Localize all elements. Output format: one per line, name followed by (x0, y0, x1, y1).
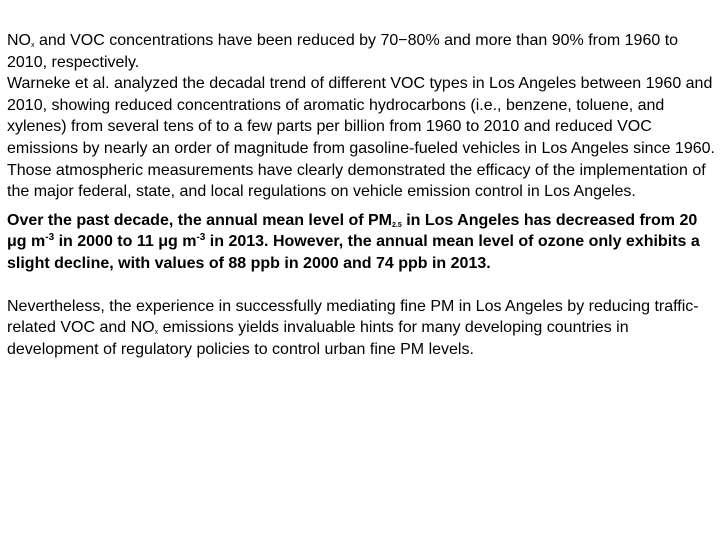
paragraph-text-part2: emissions yields invaluable hints for many developing countries in development of regulatory policies to control urban fine PM levels. (7, 319, 629, 358)
paragraph-text: Those atmospheric measurements have clearly demonstrated the efficacy of the implementation of the major federal, state, and local regulations on vehicle emission control in Los Angeles. (7, 161, 706, 201)
unit-superscript: -3 (196, 232, 206, 244)
unit-superscript: -3 (45, 232, 55, 244)
paragraph-text: and VOC concentrations have been reduced by 70−80% and more than 90% from 1960 to 2010, respectively. (7, 32, 679, 71)
paragraph-nox-voc-reduction (7, 30, 717, 73)
pm25-subscript: 2.5 (392, 221, 402, 229)
paragraph-text-part3: in 2000 to 11 μg m (54, 233, 197, 251)
nox-text: NO (7, 32, 31, 49)
paragraph-text-part2: in Los Angeles has decreased from 20 μg m (7, 211, 698, 251)
paragraph-regulation-efficacy (7, 160, 717, 203)
paragraph-pm-ozone-trend (7, 210, 717, 275)
paragraph-developing-countries (7, 296, 717, 361)
nox-subscript: x (154, 329, 159, 337)
nox-subscript: x (31, 42, 35, 49)
paragraph-text-part4: in 2013. However, the annual mean level of ozone only exhibits a slight decline, with values of 88 ppb in 2000 and 74 ppb in 2013. (7, 233, 700, 272)
paragraph-warneke-analysis (7, 73, 717, 159)
paragraph-text-part1: Over the past decade, the annual mean level of PM (7, 211, 393, 229)
paragraph-text: Warneke et al. analyzed the decadal trend of different VOC types in Los Angeles between 1960 and 2010, showing reduced concentrations of aromatic hydrocarbons (i.e., benzene, toluene, and xylenes) from several tens of to a few parts per billion from 1960 to 2010 and reduced VOC emissions by nearly an order of magnitude from gasoline-fueled vehicles in Los Angeles since 1960. (7, 75, 715, 157)
paragraph-text-part1: Nevertheless, the experience in successfully mediating fine PM in Los Angeles by reducing traffic-related VOC and NO (7, 297, 699, 337)
document-body (7, 30, 717, 360)
